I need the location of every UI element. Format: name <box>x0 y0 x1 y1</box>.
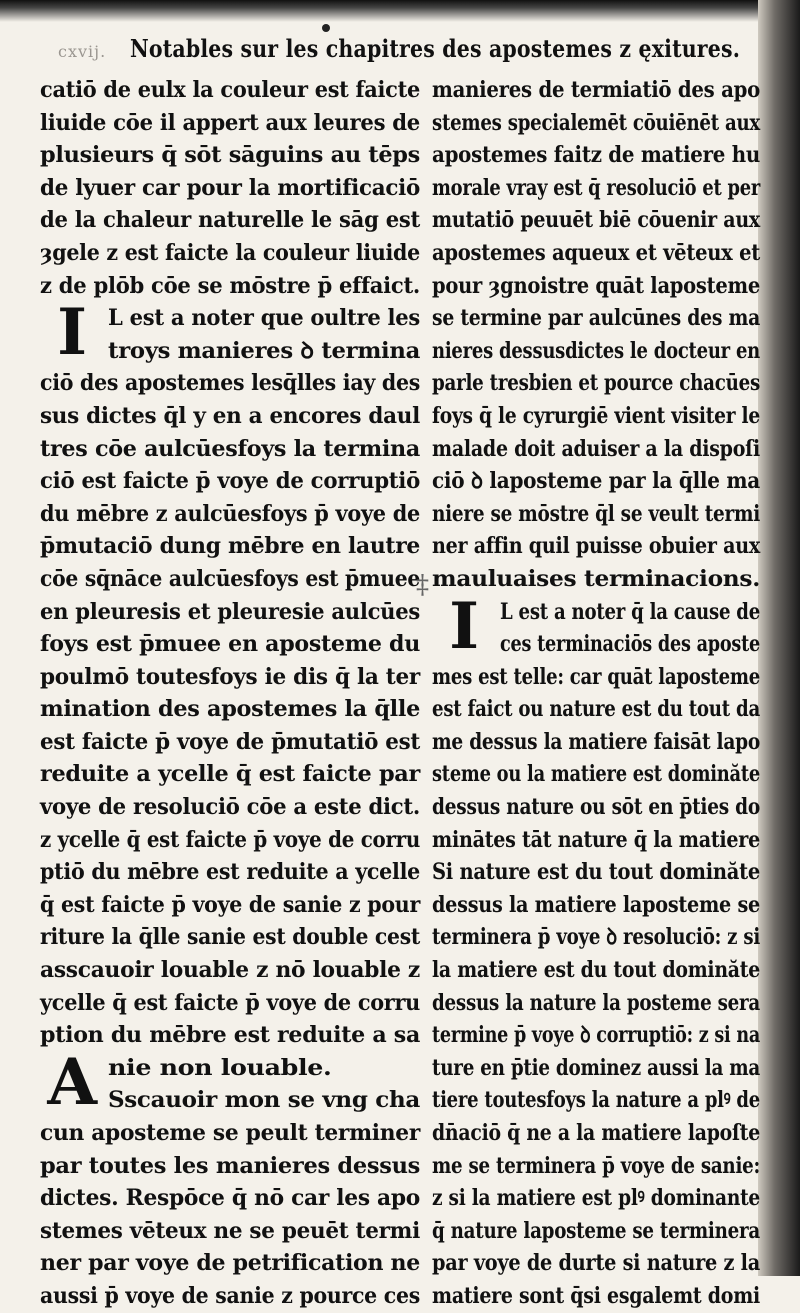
text-line: foys est p̄muee en aposteme du <box>40 631 420 658</box>
text-line: est faicte p̄ voye de p̄mutatiō est <box>40 728 420 755</box>
text-line: niere se mōstre q̄l se veult termi <box>432 500 760 527</box>
text-line: sus dictes q̄l y en a encores daul <box>40 402 420 429</box>
text-line: ycelle q̄ est faicte p̄ voye de corru <box>40 989 420 1016</box>
text-line: de la chaleur naturelle le sāg est <box>40 207 420 234</box>
drop-cap-initial: I <box>57 295 87 371</box>
text-line: mination des apostemes la q̄lle <box>40 696 420 723</box>
drop-cap-initial: A <box>47 1044 97 1120</box>
text-line: q̄ est faicte p̄ voye de sanie z pour <box>40 891 420 918</box>
text-line: aussi p̄ voye de sanie z pource ces <box>40 1282 420 1309</box>
text-line: mutatiō peuuēt biē cōuenir aux <box>432 207 760 234</box>
text-line: steme ou la matiere est dominăte <box>432 761 760 788</box>
text-line: apostemes aqueux et vēteux et <box>432 239 760 266</box>
text-line: L est a noter q̄ la cause de <box>500 598 760 625</box>
text-line: par toutes les manieres dessus <box>40 1152 420 1179</box>
left-paragraph-2 <box>40 295 420 1052</box>
text-line: terminera p̄ voye ꝺ resoluciō: z si <box>432 924 760 951</box>
text-line: ciō est faicte p̄ voye de corruptiō <box>40 468 420 495</box>
text-line: ner affin quil puisse obuier aux <box>432 533 760 560</box>
text-line: stemes vēteux ne se peuēt termi <box>40 1217 420 1244</box>
marginal-mark: ‡ <box>416 570 429 600</box>
text-line: p̄mutaciō dung mēbre en lautre <box>40 533 420 560</box>
text-line: mauluaises terminacions. <box>432 565 760 592</box>
text-line: dessus nature ou sōt en p̄ties do <box>432 794 760 821</box>
text-line: L est a noter que oultre les <box>108 305 420 332</box>
text-line: ner par voye de petrification ne <box>40 1250 420 1277</box>
text-line: cōe sq̄nāce aulcūesfoys est p̄muee <box>40 565 420 592</box>
text-line: malade doit aduiser a la dispoſi <box>432 435 760 462</box>
text-line: la matiere est du tout dominăte <box>432 957 760 984</box>
folio-number: cxvij. <box>58 42 107 61</box>
text-line: du mēbre z aulcūesfoys p̄ voye de <box>40 500 420 527</box>
left-column <box>40 74 420 1313</box>
left-paragraph-3 <box>40 1044 420 1313</box>
text-line: z ycelle q̄ est faicte p̄ voye de corru <box>40 826 420 853</box>
page-top-shadow <box>0 0 800 22</box>
running-header: Notables sur les chapitres des apostemes z ęxitures. <box>130 34 740 63</box>
text-line: de lyuer car pour la mortificaciō <box>40 174 420 201</box>
text-line: ciō des apostemes lesq̄lles iay des <box>40 370 420 397</box>
text-line: en pleuresis et pleuresie aulcūes <box>40 598 420 625</box>
right-column <box>432 74 760 1313</box>
text-line: voye de resoluciō cōe a este dict. <box>40 794 420 821</box>
text-line: cun aposteme se peult terminer <box>40 1120 420 1146</box>
text-line: pour ȝgnoistre quāt laposteme <box>432 272 760 299</box>
right-paragraph-1 <box>432 74 760 596</box>
text-line: matiere sont q̄si esgalemt domi <box>432 1282 760 1309</box>
text-line: tiere toutesfoys la nature a plꝰ de <box>432 1087 760 1114</box>
text-line: parle tresbien et pource chacūes <box>432 370 760 397</box>
text-line: liuide cōe il appert aux leures de <box>40 109 420 136</box>
text-line: Si nature est du tout dominăte <box>432 859 760 886</box>
text-line: ture en p̄tie dominez aussi la ma <box>432 1054 760 1081</box>
text-line: se termine par aulcūnes des ma <box>432 305 760 332</box>
left-paragraph-1 <box>40 74 420 302</box>
text-line: z de plōb cōe se mōstre p̄ effaict. <box>40 272 420 299</box>
text-line: catiō de eulx la couleur est faicte <box>40 77 420 103</box>
text-line: morale vray est q̄ resoluciō et per <box>432 174 760 201</box>
text-line: ȝgele z est faicte la couleur liuide <box>40 239 420 266</box>
right-paragraph-2 <box>432 588 760 1313</box>
text-line: tres cōe aulcūesfoys la termina <box>40 435 420 462</box>
text-line: ption du mēbre est reduite a sa <box>40 1022 420 1049</box>
text-line: troys manieres ꝺ termina <box>108 337 420 364</box>
text-line: par voye de durte si nature z la <box>432 1250 760 1277</box>
text-line: ptiō du mēbre est reduite a ycelle <box>40 859 420 886</box>
text-line: reduite a ycelle q̄ est faicte par <box>40 761 420 788</box>
text-line: dictes. Respōce q̄ nō car les apo <box>40 1185 420 1212</box>
ink-dot <box>322 24 330 32</box>
text-line: stemes specialemēt cōuiēnēt aux <box>432 109 760 136</box>
text-line: nieres dessusdictes le docteur en <box>432 337 760 364</box>
text-line: manieres de termiatiō des apo <box>432 77 760 103</box>
text-line: poulmō toutesfoys ie dis q̄ la ter <box>40 663 420 690</box>
text-line: Sscauoir mon se vng cha <box>108 1087 420 1114</box>
text-line: me dessus la matiere faisāt lapo <box>432 728 760 755</box>
text-line: minātes tāt nature q̄ la matiere <box>432 826 760 853</box>
text-line: q̄ nature laposteme se terminera <box>432 1217 760 1244</box>
text-line: plusieurs q̄ sōt sāguins au tēps <box>40 142 420 169</box>
text-line: dessus la nature la posteme sera <box>432 989 760 1016</box>
text-line: est faict ou nature est du tout da <box>432 696 760 723</box>
drop-cap-initial: I <box>449 588 479 664</box>
text-line: z si la matiere est plꝰ dominante <box>432 1185 760 1212</box>
text-line: nie non louable. <box>108 1054 332 1081</box>
text-line: ciō ꝺ laposteme par la q̄lle ma <box>432 468 760 495</box>
text-line: ces terminaciōs des aposte <box>500 631 760 658</box>
text-line: foys q̄ le cyrurgiē vient visiter le <box>432 402 760 429</box>
text-line: asscauoir louable z nō louable z <box>40 957 420 984</box>
text-line: me se terminera p̄ voye de sanie: <box>432 1152 760 1179</box>
text-line: apostemes faitz de matiere hu <box>432 142 760 169</box>
text-line: mes est telle: car quāt laposteme <box>432 663 760 690</box>
text-line: dessus la matiere laposteme se <box>432 891 760 918</box>
text-line: termine p̄ voye ꝺ corruptiō: z si na <box>432 1022 760 1049</box>
text-line: dn̄aciō q̄ ne a la matiere lapoſte <box>432 1120 760 1146</box>
text-line: riture la q̄lle sanie est double cest <box>40 924 420 951</box>
